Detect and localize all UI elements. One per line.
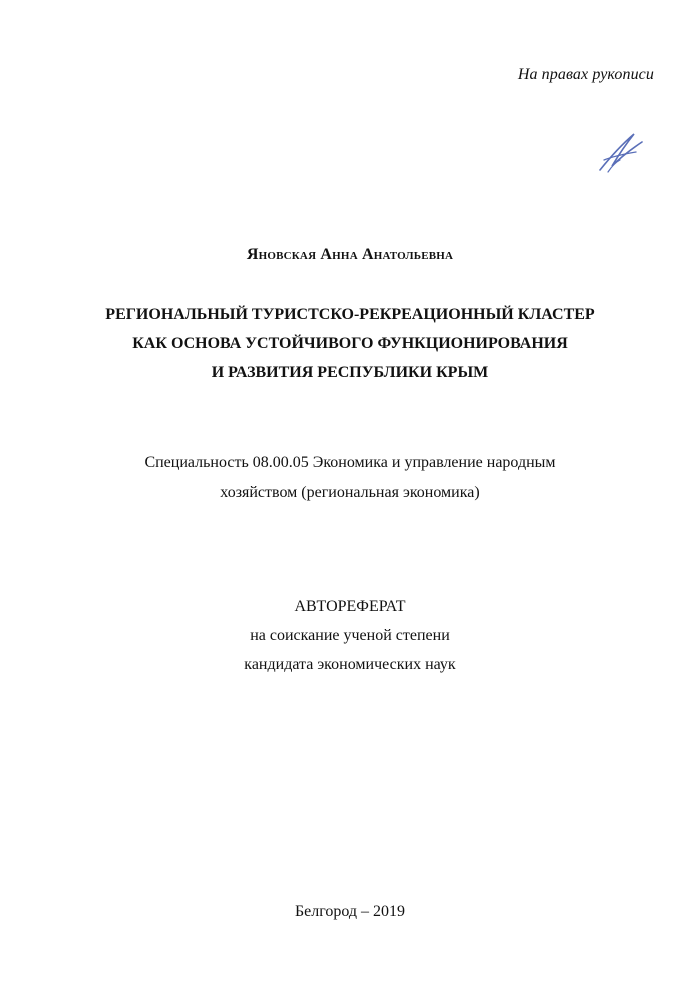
abstract-heading: АВТОРЕФЕРАТ <box>294 598 406 615</box>
rights-note: На правах рукописи <box>517 66 654 83</box>
title-line: РЕГИОНАЛЬНЫЙ ТУРИСТСКО-РЕКРЕАЦИОННЫЙ КЛАСТЕР <box>105 306 595 323</box>
abstract-line: на соискание ученой степени <box>250 627 450 644</box>
title-line: И РАЗВИТИЯ РЕСПУБЛИКИ КРЫМ <box>211 364 489 381</box>
author-name: Яновская Анна Анатольевна <box>246 246 454 263</box>
dissertation-title <box>0 300 700 387</box>
title-line: КАК ОСНОВА УСТОЙЧИВОГО ФУНКЦИОНИРОВАНИЯ <box>132 335 568 352</box>
abstract-block <box>0 592 700 679</box>
signature-icon <box>590 130 650 178</box>
abstract-line: кандидата экономических наук <box>244 656 456 673</box>
city-year: Белгород – 2019 <box>294 903 406 920</box>
specialty-block <box>0 448 700 508</box>
specialty-line: хозяйством (региональная экономика) <box>220 484 480 501</box>
specialty-line: Специальность 08.00.05 Экономика и управление народным <box>144 454 556 471</box>
